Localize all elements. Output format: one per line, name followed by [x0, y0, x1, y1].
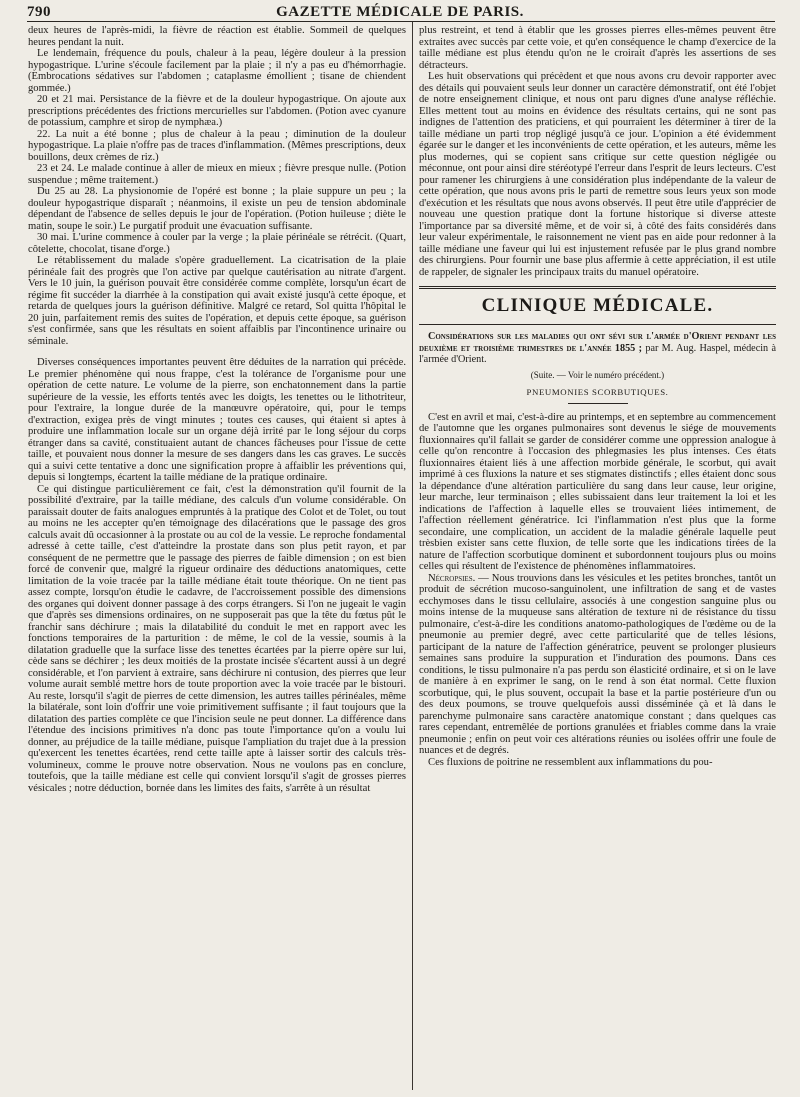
paragraph: 23 et 24. Le malade continue à aller de mieux en mieux ; fièvre presque nulle. (Potion suspendue ; même traitement.): [28, 163, 406, 186]
paragraph: 30 mai. L'urine commence à couler par la verge ; la plaie périnéale se rétrécit. (Quart, côtelette, chocolat, tisane d'orge.): [28, 232, 406, 255]
paragraph: deux heures de l'après-midi, la fièvre de réaction est établie. Sommeil de quelques heures pendant la nuit.: [28, 25, 406, 48]
page-number: 790: [27, 4, 51, 20]
article-title: Considérations sur les maladies qui ont sévi sur l'armée d'Orient pendant les deuxième et troisième trimestres de l'année 1855 ;: [419, 331, 776, 354]
subheading-rule: [568, 403, 628, 404]
paragraph: Le lendemain, fréquence du pouls, chaleur à la peau, légère douleur à la pression hypogastrique. L'urine s'écoule facilement par la plaie ; il n'y a pas eu d'hémorrhagie. (Embrocations sédatives sur l'abdomen ; cataplasme émollient ; tisane de chiendent gommée.): [28, 48, 406, 94]
section-title-rule: [419, 324, 776, 325]
necropsies-text: — Nous trouvions dans les vésicules et les petites bronches, tantôt un produit de sécrétion mucoso-sanguinolent, une infiltration de sang et de vastes ecchymoses dans le tissu cellulaire, associés à une congestion sanguine plus ou moins intense de la muqueuse sans altération de texture ni de résistance du tissu pulmonaire, c'est-à-dire les conditions anatomo-pathologiques de l'œdème ou de la pneumonie au premier degré, avec cette particularité que de telles lésions, participant de la nature de l'affection génératrice, peuvent se prolonger plusieurs semaines sans produire la suppuration et l'induration des poumons. Dans ces conditions, le tissu pulmonaire n'a pas perdu son élasticité ordinaire, et si on le lave de manière à en exprimer le sang, on le rend à son état normal. Cette fluxion scorbutique, qui, le plus souvent, occupait la base et la partie postérieure d'un ou des deux poumons, se trouve quelquefois aussi disséminée çà et là dans le parenchyme pulmonaire sans caractère anatomique constant ; dans quelques cas rares cependant, entremêlée de portions granulées et friables comme dans la vraie pneumonie ; enfin on peut voir ces altérations réunies ou isolées offrir une foule de nuances et de degrés.: [419, 572, 776, 756]
paragraph: 22. La nuit a été bonne ; plus de chaleur à la peau ; diminution de la douleur hypogastrique. La plaie n'offre pas de traces d'inflammation. (Mêmes prescriptions, deux bouillons, deux crèmes de riz.): [28, 128, 406, 163]
journal-title: GAZETTE MÉDICALE DE PARIS.: [276, 4, 524, 20]
right-column: [419, 25, 776, 1090]
section-separator: [419, 286, 776, 289]
paragraph: Du 25 au 28. La physionomie de l'opéré est bonne ; la plaie suppure un peu ; la douleur hypogastrique disparaît ; néanmoins, il existe un peu de tension abdominale dépendant de l'absence de selles depuis le jour de l'opération. (Potion huileuse ; diète le matin, soupe le soir.) Le purgatif produit une évacuation suffisante.: [28, 186, 406, 232]
paragraph-gap: [28, 347, 406, 357]
paragraph: plus restreint, et tend à établir que les grosses pierres elles-mêmes peuvent être extraites avec succès par cette voie, et qu'en conséquence le champ d'exercice de la taille médiane est plus étendu qu'on ne le croirait d'après les assertions de ses détracteurs.: [419, 25, 776, 71]
paragraph: [419, 573, 776, 757]
necropsies-label: Nécropsies.: [428, 572, 476, 584]
paragraph: Ces fluxions de poitrine ne ressemblent aux inflammations du pou-: [428, 756, 713, 768]
paragraph: Les huit observations qui précèdent et que nous avons cru devoir rapporter avec des détails qui pouvaient seuls leur donner un caractère démonstratif, ont été l'objet de notre enseignement clinique, et nous ont paru dignes d'une analyse réfléchie. Elles mettent tout au moins en évidence des résultats certains, qui ne sont pas indignes de l'attention des praticiens, et qui pourraient les déterminer à tirer de la taille médiane un parti trop négligé jusqu'à ce jour. L'opinion a été évidemment égarée sur le danger et les inconvénients de cette opération, et les auteurs, même les plus modernes, qui se copient sans critique sur cette question négligée ou méconnue, ont pour ainsi dire stéréotypé l'erreur dans l'esprit de leurs lecteurs. C'est pour ramener les chirurgiens à une considération plus indépendante de la valeur de cette opération, que nous avons pris le parti de remettre sous leurs yeux son mode d'exécution et les résultats que nous avons observés. Il peut être utile d'apprécier de nouveau une question pratique dont la fortune historique si diverse atteste l'importance par sa diversité même, et de voir si, à côté des faits considérés dans leur valeur expérimentale, le raisonnement ne vient pas en aide pour redonner à la taille médiane une faveur qui lui est injustement refusée par le plus grand nombre des chirurgiens. Pour fournir une base plus affermie à cette appréciation, il est utile de rappeler, de signaler les principaux traits du manuel opératoire.: [419, 71, 776, 278]
paragraph: 20 et 21 mai. Persistance de la fièvre et de la douleur hypogastrique. On ajoute aux prescriptions précédentes des frictions mercurielles sur l'abdomen. (Potion avec cyanure de potassium, camphre et sirop de nymphæa.): [28, 94, 406, 128]
subheading: PNEUMONIES SCORBUTIQUES.: [526, 387, 669, 397]
article-byline: par M. Aug. Haspel, médecin à l'armée d'Orient.: [419, 342, 776, 365]
paragraph: Le rétablissement du malade s'opère graduellement. La cicatrisation de la plaie périnéale fait des progrès que l'on active par quelque cautérisation au nitrate d'argent. Vers le 10 juin, la guérison pouvait être considérée comme complète, lorsqu'un écart de régime fit succéder la diarrhée à la constipation qui avait existé jusqu'à cette époque, et retarda de quelques jours la guérison définitive. Malgré ce retard, Sol quitta l'hôpital le 20 juin, parfaitement remis des suites de l'opération, et depuis cette époque, sa guérison s'est confirmée, sans que les résultats en soient affaiblis par l'incontinence urinaire ou séminale.: [28, 255, 406, 347]
article-heading: [419, 331, 776, 366]
paragraph: Ce qui distingue particulièrement ce fait, c'est la démonstration qu'il fournit de la possibilité d'extraire, par la taille médiane, des calculs d'un volume considérable. On paraissait douter de faits analogues empruntés à la pratique des Colot et de Tolet, ou tout au moins ne les accepter qu'en témoignage des dilacérations que le passage des gros calculs avait dû occasionner à la prostate ou au col de la vessie. Le reproche fondamental adressé à cette taille, c'est d'atteindre la prostate dans son plus petit rayon, et par conséquent de ne permettre que le passage des pierres de faible dimension ; on est bien forcé de convenir que, malgré la rigueur ordinaire des déductions anatomiques, cette limitation de la voie tracée par la taille médiane était toute théorique. On ne tient pas assez compte, lorsqu'on étudie le cadavre, de l'accroissement possible des dimensions des organes qui doivent donner passage à des corps étrangers. Si l'on ne jugeait le vagin que d'après ses dimensions ordinaires, on ne supposerait pas que la tête du fœtus pût le franchir sans déchirure ; mais la dilatabilité du conduit le met en rapport avec les fonctions temporaires de la parturition : de même, le col de la vessie, soumis à la dilatation graduelle que la surface lisse des tenettes écartées par la pierre opère sur lui, cède sans se déchirer ; les deux moitiés de la prostate incisée s'écartent aussi à un degré considérable, et l'on parvient à extraire, sans déchirure ni contusion, des pierres que leur volume aurait semblé mettre hors de toute proportion avec la voie tracée par le bistouri. Au reste, lorsqu'il s'agit de pierres de cette dimension, les autres tailles périnéales, même la bilatérale, sont loin d'offrir une voie primitivement suffisante ; il faut toujours que la dilatation des parties complète ce que l'incision seule ne peut donner. La différence dans l'étendue des incisions primitives n'a donc pas toute l'importance qu'on a voulu lui donner, au préjudice de la taille médiane, puisque l'ampliation du trajet due à la pression qu'exercent les tenettes écartées, rend cette taille apte à laisser sortir des calculs très-volumineux, comme le prouve notre observation. Nous ne voulons pas en conclure, toutefois, que la taille médiane est celle qui convient lorsqu'il s'agit de grosses pierres vésicales ; notre déduction, bornée dans les limites des faits, s'arrête à un résultat: [28, 483, 406, 794]
section-title: CLINIQUE MÉDICALE.: [481, 295, 714, 316]
column-divider: [412, 22, 413, 1090]
paragraph: C'est en avril et mai, c'est-à-dire au printemps, et en septembre au commencement de l'automne que les organes pulmonaires sont devenus le siége de mouvements fluxionnaires qu'il fallait se garder de considérer comme une oppression analogue à celle qu'on rencontre à l'occasion des phlegmasies les plus intenses. Ces états fluxionnaires étaient liés à une affection morbide générale, le scorbut, qui avait imprimé à ces fluxions la nature et ses stigmates distinctifs ; elles étaient donc sous la dépendance d'une altération particulière du sang dans leur cause, leur origine, leur marche, leur terminaison ; elles subissaient dans leur traitement la loi et les indications de l'affection à laquelle elles se trouvaient liées intimement, de l'affection réellement génératrice. Ici l'inflammation n'est plus que la forme secondaire, une complication, un accident de la maladie générale laquelle peut trèsbien exister sans cette fluxion, de telle sorte que les indications tirées de la nature de l'affection scorbutique dominent et subordonnent toujours plus ou moins celles qui résultent de l'existence de phénomènes inflammatoires.: [419, 411, 776, 572]
header-rule: [27, 21, 775, 22]
left-column: [28, 25, 406, 1090]
paragraph: Diverses conséquences importantes peuvent être déduites de la narration qui précède. Le premier phénomène qui nous frappe, c'est la tolérance de l'organisme pour une opération de cette nature. Le volume de la pierre, son enchatonnement dans la partie supérieure de la vessie, les efforts tentés avec les doigts, les tenettes ou le lithotriteur, pour l'extraire, la longue durée de la manœuvre opératoire, qui, pour le temps d'extraction, exigea près de vingt minutes ; toutes ces causes, qui étaient si aptes à produire une inflammation locale sur un organe déjà irrité par le long séjour du corps étranger dans sa cavité, constituaient autant de chances fâcheuses pour l'issue de cette taille, et pouvaient nous donner la mesure de ses dangers dans les cas graves. Le succès qui a suivi cette tentative a donc une signification propre à affaiblir les préventions qui, depuis si longtemps, écartent la taille médiane de la pratique ordinaire.: [28, 357, 406, 483]
continuation-note: (Suite. — Voir le numéro précédent.): [530, 369, 665, 380]
